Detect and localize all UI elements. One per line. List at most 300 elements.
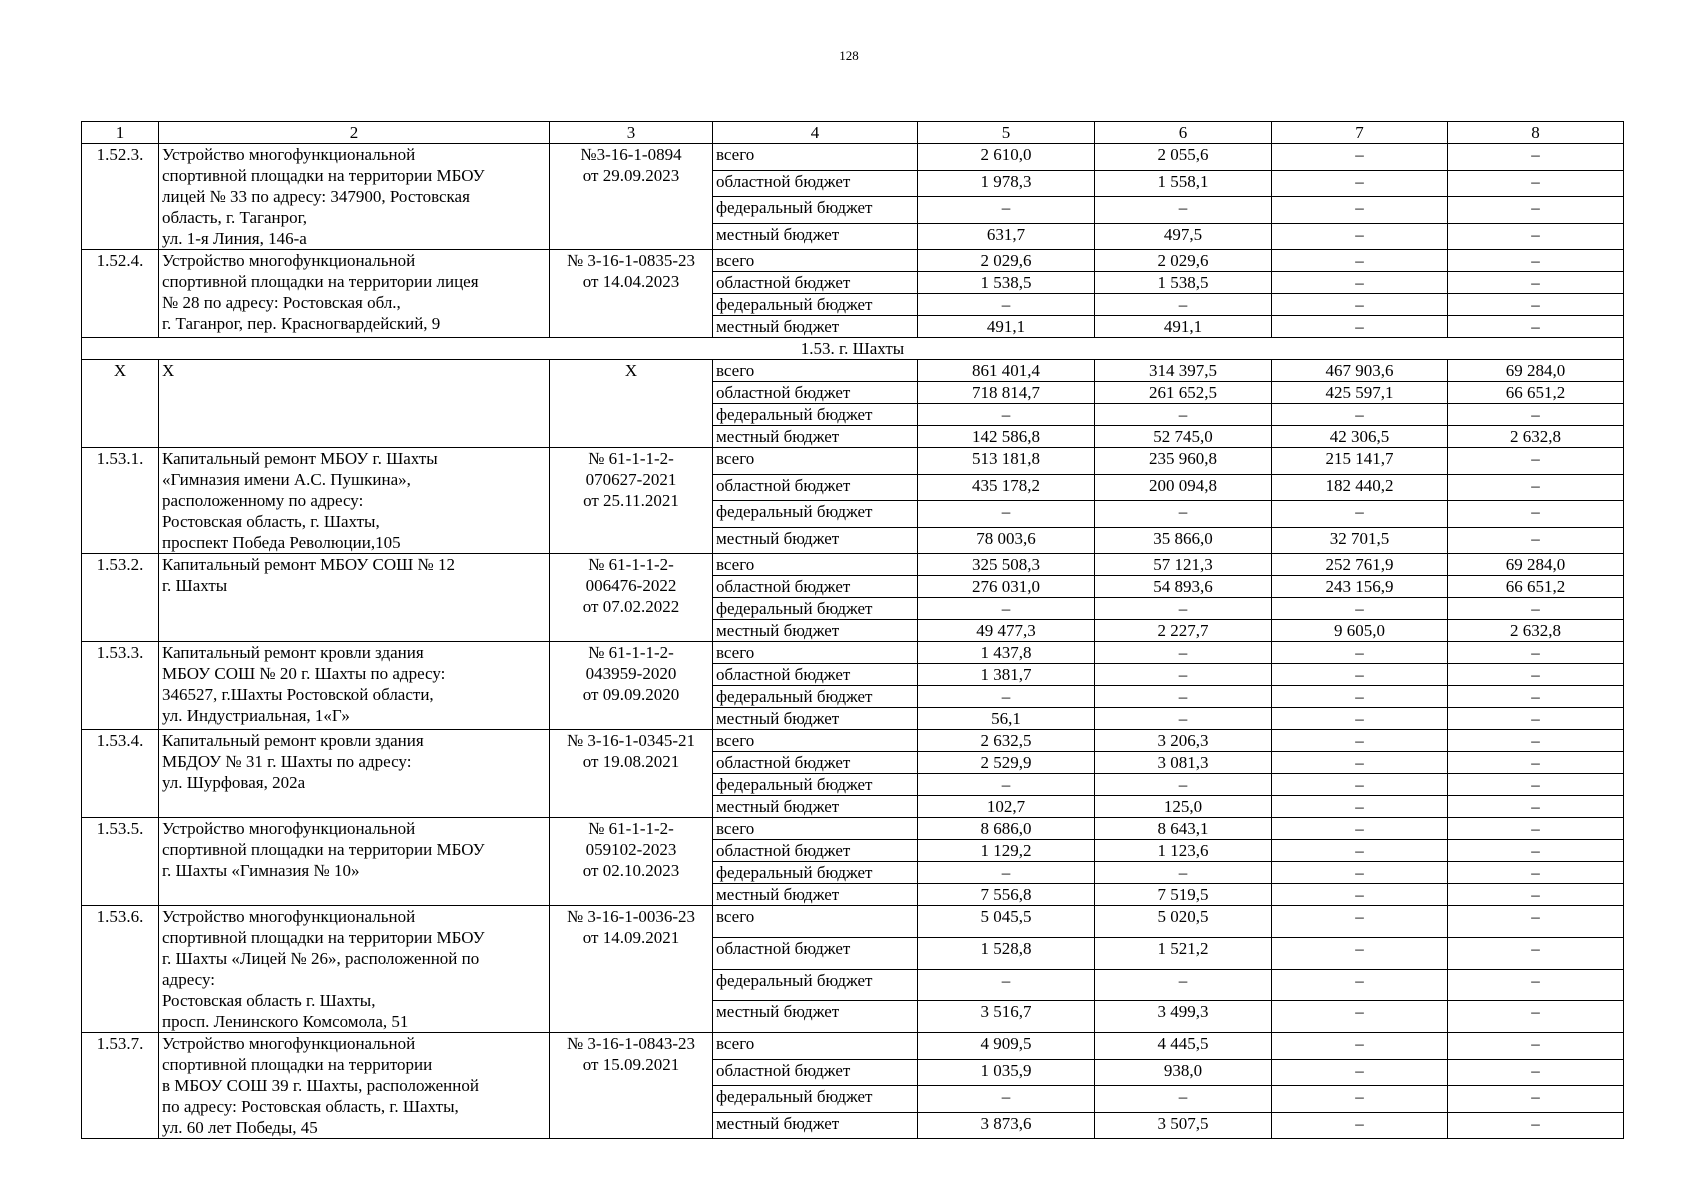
value-col-6-text: 52 745,0	[1153, 427, 1213, 446]
value-col-7	[1272, 862, 1448, 884]
value-col-8-text: –	[1531, 841, 1540, 860]
funding-source-text: федеральный бюджет	[716, 502, 873, 521]
value-col-5	[918, 576, 1095, 598]
value-col-7-text: –	[1355, 1060, 1364, 1080]
value-col-7-text: –	[1355, 317, 1364, 336]
value-col-7-text: –	[1355, 863, 1364, 882]
funding-source	[713, 250, 918, 272]
value-col-8-text: –	[1531, 198, 1540, 217]
value-col-6	[1095, 250, 1272, 272]
value-col-5	[918, 774, 1095, 796]
funding-source	[713, 1001, 918, 1033]
value-col-8-text: –	[1531, 1087, 1540, 1106]
value-col-8	[1448, 730, 1624, 752]
value-col-8	[1448, 906, 1624, 938]
value-col-8	[1448, 382, 1624, 404]
value-col-5-text: –	[1001, 502, 1011, 521]
funding-source	[713, 382, 918, 404]
value-col-5	[918, 197, 1095, 224]
item-document	[550, 1033, 713, 1139]
item-name-text: Устройство многофункциональной спортивной площадки на территории в МБОУ СОШ 39 г. Шахты, расположенной по адресу: Ростовская область, г. Шахты, ул. 60 лет Победы, 45	[162, 1034, 479, 1137]
section-heading-row	[82, 338, 1624, 360]
value-col-5	[918, 144, 1095, 171]
value-col-5-text: 56,1	[991, 709, 1021, 728]
value-col-8-text: –	[1531, 938, 1540, 958]
value-col-5	[918, 840, 1095, 862]
value-col-5-text: 2 632,5	[980, 731, 1032, 750]
table-row	[82, 730, 1624, 752]
funding-source	[713, 840, 918, 862]
funding-source	[713, 554, 918, 576]
value-col-6-text: –	[1178, 775, 1188, 794]
item-name	[159, 448, 550, 554]
funding-source-text: всего	[716, 819, 755, 838]
item-number	[82, 360, 159, 448]
value-col-7-text: 243 156,9	[1325, 577, 1394, 596]
value-col-7-text: –	[1355, 251, 1364, 270]
funding-source-text: местный бюджет	[716, 427, 840, 446]
value-col-7	[1272, 501, 1448, 528]
value-col-7-text: –	[1355, 797, 1364, 816]
value-col-8	[1448, 501, 1624, 528]
funding-source	[713, 818, 918, 840]
funding-source	[713, 360, 918, 382]
value-col-6-text: –	[1178, 709, 1188, 728]
value-col-6-text: 314 397,5	[1149, 361, 1217, 380]
value-col-5-text: 2 529,9	[980, 753, 1032, 772]
value-col-7-text: –	[1355, 224, 1364, 244]
value-col-6	[1095, 884, 1272, 906]
value-col-5-text: 631,7	[986, 224, 1026, 244]
funding-source-text: областной бюджет	[716, 1060, 851, 1080]
value-col-5-text: –	[1001, 599, 1011, 618]
value-col-6	[1095, 598, 1272, 620]
item-document-text: №3-16-1-0894 от 29.09.2023	[580, 145, 682, 185]
value-col-5	[918, 1059, 1095, 1086]
column-header: 1	[82, 122, 159, 144]
value-col-8	[1448, 708, 1624, 730]
value-col-7	[1272, 1112, 1448, 1139]
value-col-8	[1448, 250, 1624, 272]
item-document-text: № 3-16-1-0843-23 от 15.09.2021	[566, 1034, 696, 1074]
value-col-5-text: –	[1001, 295, 1011, 314]
item-number-text: 1.53.1.	[96, 449, 144, 468]
item-number	[82, 730, 159, 818]
value-col-8	[1448, 144, 1624, 171]
item-number	[82, 144, 159, 250]
funding-source-text: федеральный бюджет	[716, 599, 873, 618]
value-col-6	[1095, 448, 1272, 475]
value-col-8	[1448, 664, 1624, 686]
value-col-6-text: 57 121,3	[1153, 555, 1213, 574]
value-col-7	[1272, 294, 1448, 316]
item-number	[82, 1033, 159, 1139]
value-col-8-text: –	[1531, 449, 1540, 468]
value-col-5-text: 1 528,8	[980, 938, 1032, 958]
value-col-5-text: –	[1001, 198, 1011, 217]
value-col-6-text: 261 652,5	[1149, 383, 1217, 402]
value-col-6	[1095, 1086, 1272, 1113]
value-col-6-text: 4 445,5	[1157, 1034, 1209, 1053]
item-name	[159, 906, 550, 1033]
value-col-5	[918, 937, 1095, 969]
value-col-5-text: –	[1001, 687, 1011, 706]
value-col-5	[918, 969, 1095, 1001]
value-col-8	[1448, 1033, 1624, 1060]
value-col-8	[1448, 448, 1624, 475]
value-col-7-text: –	[1355, 295, 1364, 314]
value-col-5	[918, 294, 1095, 316]
value-col-5	[918, 527, 1095, 554]
value-col-6-text: 3 081,3	[1157, 753, 1209, 772]
funding-source	[713, 1112, 918, 1139]
value-col-7-text: –	[1355, 405, 1364, 424]
funding-source-text: федеральный бюджет	[716, 863, 873, 882]
value-col-8-text: –	[1531, 797, 1540, 816]
value-col-7	[1272, 620, 1448, 642]
value-col-7	[1272, 1001, 1448, 1033]
section-title: 1.53. г. Шахты	[82, 338, 1624, 360]
funding-source	[713, 730, 918, 752]
value-col-5-text: 1 035,9	[980, 1060, 1032, 1080]
value-col-8-text: –	[1531, 171, 1540, 191]
value-col-6	[1095, 316, 1272, 338]
value-col-6-text: –	[1178, 687, 1188, 706]
funding-source	[713, 448, 918, 475]
value-col-8-text: –	[1531, 502, 1540, 521]
item-number-text: 1.53.2.	[96, 555, 144, 574]
value-col-5-text: 4 909,5	[980, 1034, 1032, 1053]
value-col-5	[918, 404, 1095, 426]
value-col-7	[1272, 840, 1448, 862]
funding-source	[713, 223, 918, 250]
value-col-8	[1448, 1112, 1624, 1139]
value-col-6	[1095, 197, 1272, 224]
value-col-6	[1095, 404, 1272, 426]
value-col-6	[1095, 294, 1272, 316]
funding-source	[713, 294, 918, 316]
value-col-6-text: –	[1178, 502, 1188, 521]
funding-source-text: областной бюджет	[716, 841, 851, 860]
funding-source-text: областной бюджет	[716, 665, 851, 684]
value-col-6-text: 3 507,5	[1157, 1113, 1209, 1133]
item-name	[159, 144, 550, 250]
column-header: 6	[1095, 122, 1272, 144]
funding-source	[713, 576, 918, 598]
value-col-7-text: 182 440,2	[1325, 475, 1394, 495]
value-col-5-text: 325 508,3	[972, 555, 1040, 574]
funding-source-text: областной бюджет	[716, 475, 851, 495]
value-col-6	[1095, 937, 1272, 969]
value-col-5	[918, 752, 1095, 774]
value-col-6-text: –	[1178, 599, 1188, 618]
value-col-6	[1095, 664, 1272, 686]
value-col-6-text: –	[1178, 643, 1188, 662]
value-col-5	[918, 884, 1095, 906]
item-document	[550, 554, 713, 642]
value-col-8	[1448, 474, 1624, 501]
value-col-8	[1448, 197, 1624, 224]
value-col-7-text: –	[1355, 709, 1364, 728]
item-document	[550, 250, 713, 338]
value-col-8	[1448, 294, 1624, 316]
value-col-6-text: 7 519,5	[1157, 885, 1209, 904]
value-col-7-text: –	[1355, 970, 1364, 990]
value-col-7-text: –	[1355, 1034, 1364, 1053]
value-col-7	[1272, 223, 1448, 250]
value-col-6	[1095, 906, 1272, 938]
value-col-6-text: –	[1178, 295, 1188, 314]
value-col-5-text: 1 129,2	[980, 841, 1032, 860]
funding-source-text: местный бюджет	[716, 885, 840, 904]
value-col-7-text: 32 701,5	[1329, 528, 1390, 548]
value-col-6	[1095, 642, 1272, 664]
value-col-6	[1095, 969, 1272, 1001]
value-col-6	[1095, 527, 1272, 554]
item-document-text: № 61-1-1-2- 059102-2023 от 02.10.2023	[582, 819, 680, 880]
funding-source-text: всего	[716, 251, 755, 270]
value-col-8-text: –	[1531, 317, 1540, 336]
value-col-8-text: –	[1531, 405, 1540, 424]
value-col-6-text: 2 055,6	[1157, 145, 1209, 164]
value-col-5-text: 513 181,8	[972, 449, 1040, 468]
value-col-5	[918, 316, 1095, 338]
value-col-5-text: –	[1001, 405, 1011, 424]
value-col-6	[1095, 862, 1272, 884]
value-col-8-text: –	[1531, 753, 1540, 772]
funding-source-text: всего	[716, 145, 755, 164]
item-name-text: Устройство многофункциональной спортивной площадки на территории лицея № 28 по адресу: Ростовская обл., г. Таганрог, пер. Красногвардейский, 9	[162, 251, 479, 333]
value-col-8-text: –	[1531, 475, 1540, 495]
value-col-5-text: 142 586,8	[972, 427, 1040, 446]
item-document-text: № 3-16-1-0345-21 от 19.08.2021	[566, 731, 696, 771]
table-row	[82, 906, 1624, 938]
item-document	[550, 360, 713, 448]
value-col-8-text: 66 651,2	[1505, 577, 1566, 596]
value-col-7	[1272, 937, 1448, 969]
value-col-8	[1448, 774, 1624, 796]
value-col-6	[1095, 1001, 1272, 1033]
value-col-7	[1272, 382, 1448, 404]
value-col-8	[1448, 527, 1624, 554]
value-col-6-text: –	[1178, 665, 1188, 684]
value-col-8-text: –	[1531, 1060, 1540, 1080]
value-col-7	[1272, 554, 1448, 576]
value-col-5	[918, 620, 1095, 642]
value-col-5-text: 861 401,4	[972, 361, 1040, 380]
funding-source-text: областной бюджет	[716, 577, 851, 596]
funding-source-text: всего	[716, 731, 755, 750]
value-col-6-text: –	[1178, 1087, 1188, 1106]
value-col-6-text: –	[1178, 863, 1188, 882]
value-col-6	[1095, 576, 1272, 598]
value-col-8-text: 69 284,0	[1505, 361, 1566, 380]
value-col-5-text: 1 381,7	[980, 665, 1032, 684]
value-col-6	[1095, 1033, 1272, 1060]
item-number-text: 1.52.4.	[96, 251, 144, 270]
value-col-5-text: 102,7	[986, 797, 1026, 816]
value-col-5-text: 3 873,6	[980, 1113, 1032, 1133]
table-row	[82, 642, 1624, 664]
value-col-5	[918, 1001, 1095, 1033]
value-col-5	[918, 250, 1095, 272]
value-col-7	[1272, 686, 1448, 708]
funding-source-text: областной бюджет	[716, 273, 851, 292]
value-col-7	[1272, 598, 1448, 620]
funding-source-text: федеральный бюджет	[716, 198, 873, 217]
value-col-5	[918, 448, 1095, 475]
value-col-6	[1095, 501, 1272, 528]
value-col-6-text: 8 643,1	[1157, 819, 1209, 838]
value-col-5-text: 276 031,0	[972, 577, 1040, 596]
value-col-7	[1272, 144, 1448, 171]
funding-source-text: областной бюджет	[716, 938, 851, 958]
value-col-6	[1095, 360, 1272, 382]
item-name	[159, 642, 550, 730]
item-number	[82, 642, 159, 730]
value-col-6	[1095, 272, 1272, 294]
funding-source-text: местный бюджет	[716, 1002, 840, 1022]
value-col-8	[1448, 796, 1624, 818]
funding-source	[713, 527, 918, 554]
value-col-8	[1448, 686, 1624, 708]
funding-source-text: федеральный бюджет	[716, 1087, 873, 1106]
value-col-7-text: –	[1355, 819, 1364, 838]
value-col-7	[1272, 906, 1448, 938]
value-col-5-text: 7 556,8	[980, 885, 1032, 904]
value-col-6-text: 1 521,2	[1157, 938, 1209, 958]
funding-source	[713, 937, 918, 969]
funding-source	[713, 884, 918, 906]
value-col-8	[1448, 862, 1624, 884]
item-number-text: 1.53.5.	[96, 819, 144, 838]
value-col-7-text: –	[1355, 1087, 1364, 1106]
value-col-5	[918, 501, 1095, 528]
value-col-5	[918, 796, 1095, 818]
value-col-5	[918, 223, 1095, 250]
value-col-8	[1448, 360, 1624, 382]
funding-source-text: всего	[716, 1034, 755, 1053]
value-col-7	[1272, 1059, 1448, 1086]
value-col-5	[918, 664, 1095, 686]
value-col-6-text: 3 206,3	[1157, 731, 1209, 750]
column-header: 3	[550, 122, 713, 144]
value-col-7	[1272, 664, 1448, 686]
page-number: 128	[839, 48, 859, 63]
item-number-text: 1.53.6.	[96, 907, 144, 926]
value-col-7-text: –	[1355, 907, 1364, 926]
value-col-6	[1095, 223, 1272, 250]
funding-source	[713, 620, 918, 642]
value-col-7-text: –	[1355, 687, 1364, 706]
value-col-7	[1272, 818, 1448, 840]
value-col-7-text: –	[1355, 198, 1364, 217]
value-col-6	[1095, 474, 1272, 501]
table-row	[82, 554, 1624, 576]
value-col-5	[918, 906, 1095, 938]
value-col-8-text: –	[1531, 819, 1540, 838]
funding-source	[713, 796, 918, 818]
funding-source-text: местный бюджет	[716, 621, 840, 640]
table-row	[82, 144, 1624, 171]
value-col-6-text: –	[1178, 405, 1188, 424]
item-number	[82, 554, 159, 642]
value-col-7	[1272, 474, 1448, 501]
value-col-8-text: –	[1531, 687, 1540, 706]
item-document	[550, 730, 713, 818]
funding-source-text: местный бюджет	[716, 224, 840, 244]
value-col-5-text: 2 610,0	[980, 145, 1032, 164]
value-col-6	[1095, 620, 1272, 642]
funding-source	[713, 1086, 918, 1113]
value-col-6-text: 2 029,6	[1157, 251, 1209, 270]
value-col-8-text: –	[1531, 775, 1540, 794]
value-col-7	[1272, 448, 1448, 475]
value-col-7-text: 467 903,6	[1325, 361, 1394, 380]
section-row-group	[82, 338, 1624, 360]
value-col-6-text: 235 960,8	[1149, 449, 1217, 468]
value-col-5-text: 435 178,2	[972, 475, 1040, 495]
value-col-5	[918, 554, 1095, 576]
value-col-6	[1095, 426, 1272, 448]
value-col-8-text: –	[1531, 731, 1540, 750]
value-col-5	[918, 598, 1095, 620]
value-col-5-text: 2 029,6	[980, 251, 1032, 270]
table-body-before-section	[82, 122, 1624, 338]
value-col-8	[1448, 598, 1624, 620]
value-col-7	[1272, 426, 1448, 448]
value-col-8-text: –	[1531, 665, 1540, 684]
value-col-5	[918, 686, 1095, 708]
value-col-8	[1448, 1086, 1624, 1113]
value-col-5-text: 1 978,3	[980, 171, 1032, 191]
funding-source-text: областной бюджет	[716, 171, 851, 191]
value-col-5	[918, 272, 1095, 294]
item-number-text: 1.52.3.	[96, 145, 144, 164]
value-col-7	[1272, 752, 1448, 774]
item-document	[550, 818, 713, 906]
item-number	[82, 448, 159, 554]
value-col-8-text: –	[1531, 145, 1540, 164]
value-col-5	[918, 1112, 1095, 1139]
value-col-7-text: –	[1355, 841, 1364, 860]
value-col-5-text: 718 814,7	[972, 383, 1040, 402]
value-col-8-text: –	[1531, 970, 1540, 990]
item-name-text: Устройство многофункциональной спортивной площадки на территории МБОУ г. Шахты «Гимназия № 10»	[162, 819, 485, 880]
table-row	[82, 818, 1624, 840]
value-col-5-text: 3 516,7	[980, 1002, 1032, 1022]
value-col-7	[1272, 774, 1448, 796]
value-col-6	[1095, 144, 1272, 171]
item-number	[82, 250, 159, 338]
value-col-6-text: 2 227,7	[1157, 621, 1209, 640]
value-col-5	[918, 170, 1095, 197]
funding-source-text: федеральный бюджет	[716, 295, 873, 314]
value-col-8	[1448, 554, 1624, 576]
value-col-8-text: –	[1531, 528, 1540, 548]
value-col-5	[918, 642, 1095, 664]
value-col-8	[1448, 884, 1624, 906]
value-col-7-text: –	[1355, 665, 1364, 684]
value-col-7-text: –	[1355, 273, 1364, 292]
value-col-8-text: –	[1531, 863, 1540, 882]
value-col-7	[1272, 708, 1448, 730]
value-col-8	[1448, 1001, 1624, 1033]
value-col-5-text: 8 686,0	[980, 819, 1032, 838]
value-col-6-text: 1 123,6	[1157, 841, 1209, 860]
value-col-8	[1448, 1059, 1624, 1086]
item-document-text: № 61-1-1-2- 006476-2022 от 07.02.2022	[582, 555, 680, 616]
